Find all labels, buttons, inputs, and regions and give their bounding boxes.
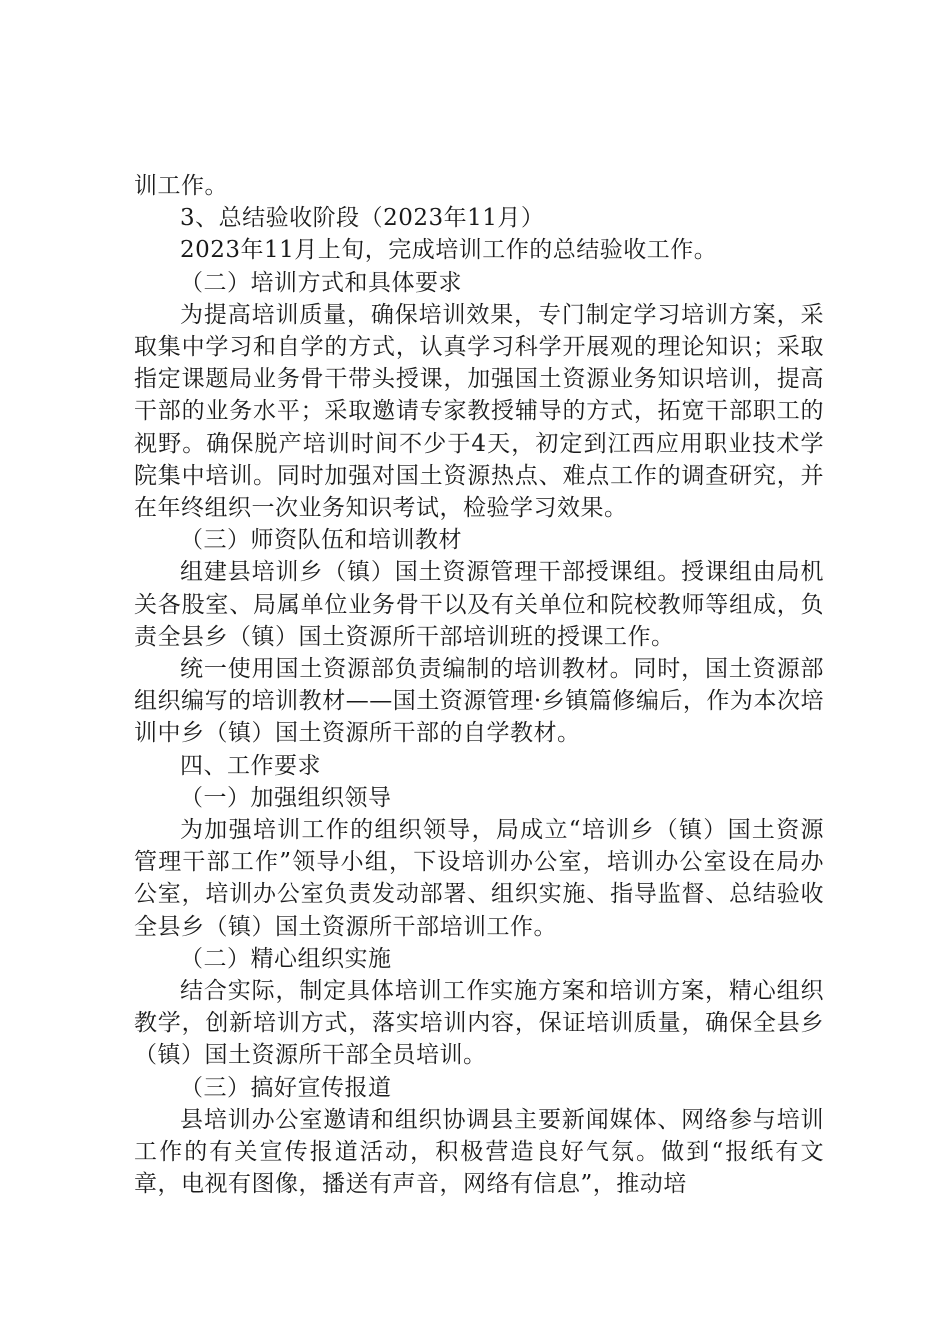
paragraph-1: 3、总结验收阶段（2023年11月） xyxy=(180,205,545,232)
document-page xyxy=(134,170,824,1201)
paragraph-13: （三）搞好宣传报道 xyxy=(180,1074,392,1101)
paragraph-9: （一）加强组织领导 xyxy=(180,784,392,811)
paragraph-14: 县培训办公室邀请和组织协调县主要新闻媒体、网络参与培训工作的有关宣传报道活动，积极营造良好气氛。做到“报纸有文章，电视有图像，播送有声音，网络有信息”，推动培 xyxy=(134,1106,824,1198)
paragraph-0: 训工作。 xyxy=(134,173,228,199)
paragraph-8: 四、工作要求 xyxy=(180,752,321,779)
paragraph-7: 统一使用国土资源部负责编制的培训教材。同时，国土资源部组织编写的培训教材——国土资源管理·乡镇篇修编后，作为本次培训中乡（镇）国土资源所干部的自学教材。 xyxy=(134,656,824,747)
paragraph-2: 2023年11月上旬，完成培训工作的总结验收工作。 xyxy=(180,237,718,264)
paragraph-5: （三）师资队伍和培训教材 xyxy=(180,527,462,554)
paragraph-6: 组建县培训乡（镇）国土资源管理干部授课组。授课组由局机关各股室、局属单位业务骨干以及有关单位和院校教师等组成，负责全县乡（镇）国土资源所干部培训班的授课工作。 xyxy=(134,559,824,650)
paragraph-3: （二）培训方式和具体要求 xyxy=(180,269,462,296)
paragraph-4: 为提高培训质量，确保培训效果，专门制定学习培训方案，采取集中学习和自学的方式，认真学习科学开展观的理论知识；采取指定课题局业务骨干带头授课，加强国土资源业务知识培训，提高干部的业务水平；采取邀请专家教授辅导的方式，拓宽干部职工的视野。确保脱产培训时间不少于4天，初定到江西应用职业技术学院集中培训。同时加强对国土资源热点、难点工作的调查研究，并在年终组织一次业务知识考试，检验学习效果。 xyxy=(134,301,824,522)
paragraph-11: （二）精心组织实施 xyxy=(180,945,392,972)
paragraph-12: 结合实际，制定具体培训工作实施方案和培训方案，精心组织教学，创新培训方式，落实培训内容，保证培训质量，确保全县乡（镇）国土资源所干部全员培训。 xyxy=(134,978,824,1069)
paragraph-10: 为加强培训工作的组织领导，局成立“培训乡（镇）国土资源管理干部工作”领导小组，下设培训办公室，培训办公室设在局办公室，培训办公室负责发动部署、组织实施、指导监督、总结验收全县乡（镇）国土资源所干部培训工作。 xyxy=(134,817,824,940)
